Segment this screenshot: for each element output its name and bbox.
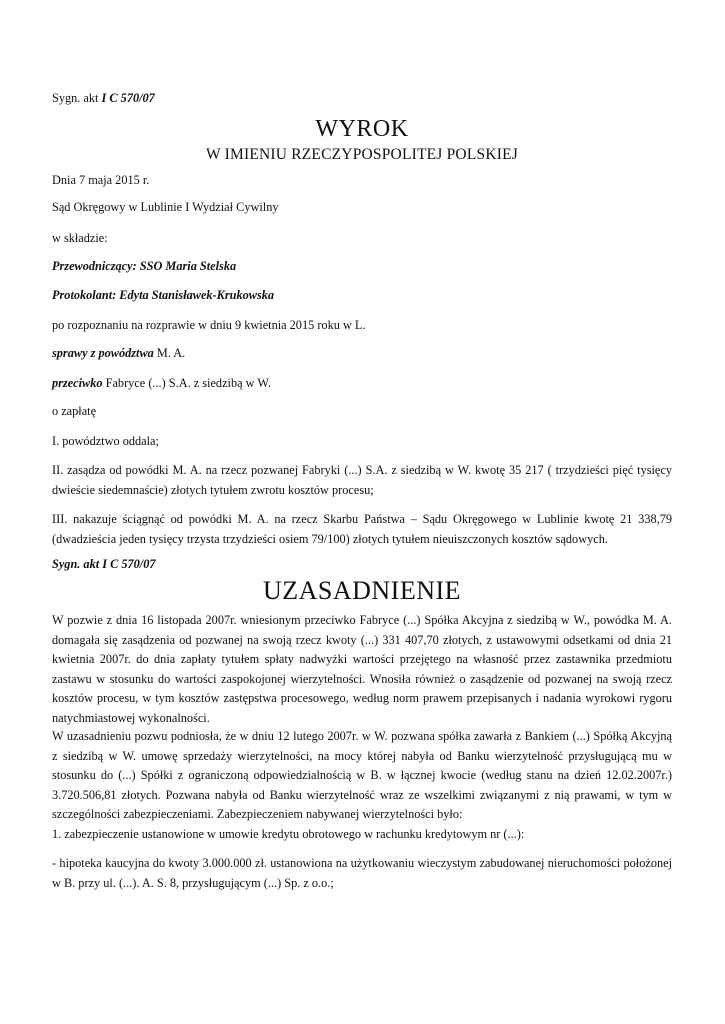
judgment-title: WYROK [315, 116, 409, 142]
defendant-value: Fabryce (...) S.A. z siedzibą w W. [102, 376, 271, 390]
hearing-info: po rozpoznaniu na rozprawie w dniu 9 kwietnia 2015 roku w L. [52, 318, 366, 332]
case-number-value: I C 570/07 [101, 91, 155, 105]
claimant-line [52, 344, 185, 364]
claimant-value: M. A. [153, 346, 186, 360]
justification-case-number: Sygn. akt I C 570/07 [52, 557, 156, 571]
ruling-item: III. nakazuje ściągnąć od powódki M. A. na rzecz Skarbu Państwa – Sądu Okręgowego w Lublinie kwotę 21 338,79 (dwadzieścia jeden tysięcy trzysta trzydzieści osiem 79/100) złotych tytułem nieuiszczonych kosztów sądowych. [52, 512, 672, 546]
defendant-line [52, 374, 271, 394]
justification-paragraph: 1. zabezpieczenie ustanowione w umowie kredytu obrotowego w rachunku kredytowym nr (...): [52, 827, 525, 841]
court-name: Sąd Okręgowy w Lublinie I Wydział Cywilny [52, 200, 279, 214]
claimant-label: sprawy z powództwa [52, 346, 154, 360]
defendant-label: przeciwko [52, 376, 103, 390]
justification-paragraph: W uzasadnieniu pozwu podniosła, że w dniu 12 lutego 2007r. w W. pozwana spółka zawarła z Bankiem (...) Spółką Akcyjną z siedzibą w W. umowę sprzedaży wierzytelności, na mocy której nabyła od Banku wierzytelność przysługującą mu w stosunku do (...) Spółki z ograniczoną odpowiedzialnością w B. w łącznej kwocie (według stanu na dzień 12.02.2007r.) 3.720.506,81 złotych. Pozwana nabyła od Banku wierzytelność wraz ze wszelkimi związanymi z nią prawami, w tym w szczególności zabezpieczeniami. Zabezpieczeniem nabywanej wierzytelności było: [52, 729, 672, 821]
case-number [52, 89, 155, 109]
judgment-subtitle: W IMIENIU RZECZYPOSPOLITEJ POLSKIEJ [206, 146, 518, 163]
ruling-item: II. zasądza od powódki M. A. na rzecz pozwanej Fabryki (...) S.A. z siedzibą w W. kwotę 35 217 ( trzydzieści pięć tysięcy dwieście siedemnaście) złotych tytułem zwrotu kosztów procesu; [52, 463, 672, 497]
justification-title: UZASADNIENIE [262, 576, 462, 605]
court-clerk: Protokolant: Edyta Stanisławek-Krukowska [52, 288, 275, 302]
ruling-item: I. powództwo oddala; [52, 434, 159, 448]
composition-label: w składzie: [52, 231, 108, 245]
judgment-date: Dnia 7 maja 2015 r. [52, 173, 150, 187]
case-subject: o zapłatę [52, 404, 97, 418]
justification-paragraph: - hipoteka kaucyjna do kwoty 3.000.000 zł. ustanowiona na użytkowaniu wieczystym zabudowanej nieruchomości położonej w B. przy ul. (...). A. S. 8, przysługującym (...) Sp. z o.o.; [52, 856, 672, 890]
presiding-judge: Przewodniczący: SSO Maria Stelska [52, 259, 237, 273]
justification-paragraph: W pozwie z dnia 16 listopada 2007r. wniesionym przeciwko Fabryce (...) Spółka Akcyjna z siedzibą w W., powódka M. A. domagała się zasądzenia od pozwanej na swoją rzecz kwoty (...) 331 407,70 złotych, z ustawowymi odsetkami od dnia 21 kwietnia 2007r. do dnia zapłaty tytułem spłaty nadwyżki wartości przejętego na własność przez zastawnika przedmiotu zastawu w stosunku do wartości zaspokojonej wierzytelności. Wnosiła również o zasądzenie od pozwanej na swoją rzecz kosztów procesu, w tym kosztów zastępstwa procesowego, według norm prawem przepisanych i nadania wyrokowi rygoru natychmiastowej wykonalności. [52, 613, 672, 725]
case-number-prefix: Sygn. akt [52, 91, 102, 105]
